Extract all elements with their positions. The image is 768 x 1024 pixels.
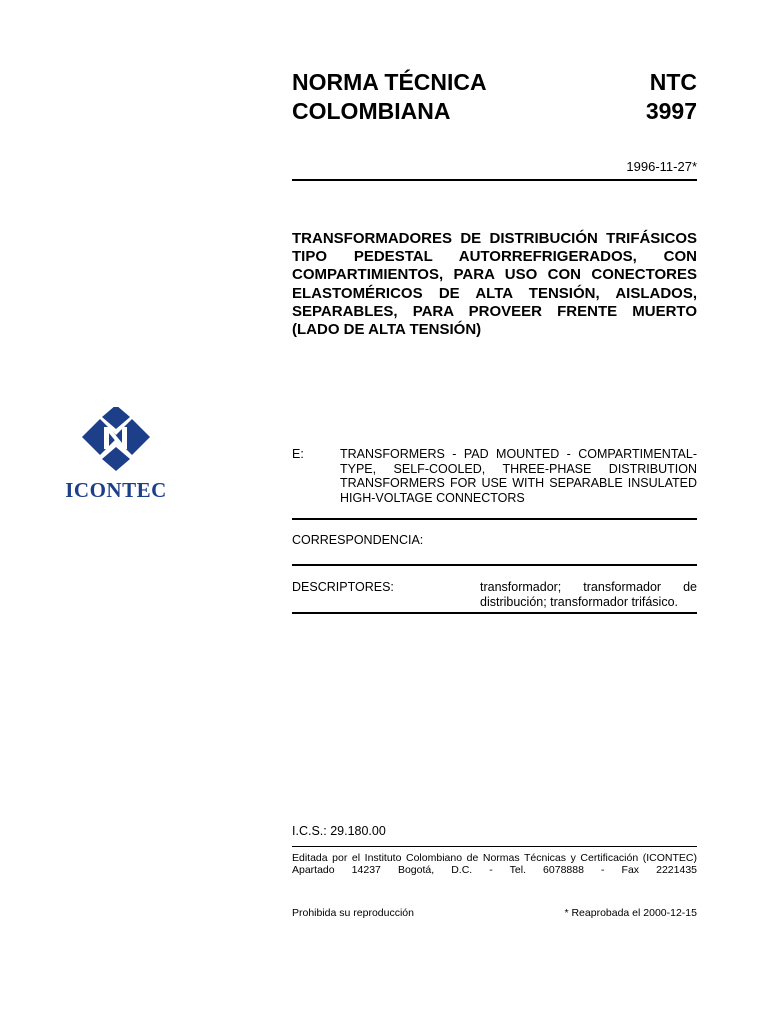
descriptores-divider xyxy=(292,612,697,614)
icontec-logo-text: ICONTEC xyxy=(65,478,167,502)
english-title: TRANSFORMERS - PAD MOUNTED - COMPARTIMENTAL-TYPE, SELF-COOLED, THREE-PHASE DISTRIBUTION TRANSFORMERS FOR USE WITH SEPARABLE INSULATED HIGH-VOLTAGE CONNECTORS xyxy=(340,447,697,505)
reapproval-note: * Reaprobada el 2000-12-15 xyxy=(564,907,697,919)
standard-number xyxy=(646,68,697,126)
descriptores-text: transformador; transformador de distribución; transformador trifásico. xyxy=(480,580,697,609)
standard-code-number: 3997 xyxy=(645,98,697,124)
standard-type-line2: COLOMBIANA xyxy=(292,98,451,124)
ics-code: I.C.S.: 29.180.00 xyxy=(292,824,386,838)
correspondencia-divider xyxy=(292,564,697,566)
publisher-line2: Apartado 14237 Bogotá, D.C. - Tel. 6078888 - Fax 2221435 xyxy=(292,863,697,876)
english-label: E: xyxy=(292,447,304,461)
footer-divider xyxy=(292,846,697,847)
header-divider xyxy=(292,179,697,181)
publisher-info xyxy=(292,853,697,876)
publisher-line1: Editada por el Instituto Colombiano de Normas Técnicas y Certificación (ICONTEC) xyxy=(292,852,697,864)
standard-type xyxy=(292,68,487,126)
descriptores-label: DESCRIPTORES: xyxy=(292,580,394,594)
standard-code: NTC xyxy=(649,69,697,95)
correspondencia-label: CORRESPONDENCIA: xyxy=(292,533,424,547)
document-title: TRANSFORMADORES DE DISTRIBUCIÓN TRIFÁSICOS TIPO PEDESTAL AUTORREFRIGERADOS, CON COMPARTIMIENTOS, PARA USO CON CONECTORES ELASTOMÉRICOS DE ALTA TENSIÓN, AISLADOS, SEPARABLES, PARA PROVEER FRENTE MUERTO (LADO DE ALTA TENSIÓN) xyxy=(292,230,697,339)
standard-type-line1: NORMA TÉCNICA xyxy=(292,69,487,95)
reproduction-notice: Prohibida su reproducción xyxy=(292,907,414,919)
icontec-emblem-icon xyxy=(60,407,172,477)
english-divider xyxy=(292,518,697,520)
publication-date: 1996-11-27* xyxy=(626,159,697,174)
